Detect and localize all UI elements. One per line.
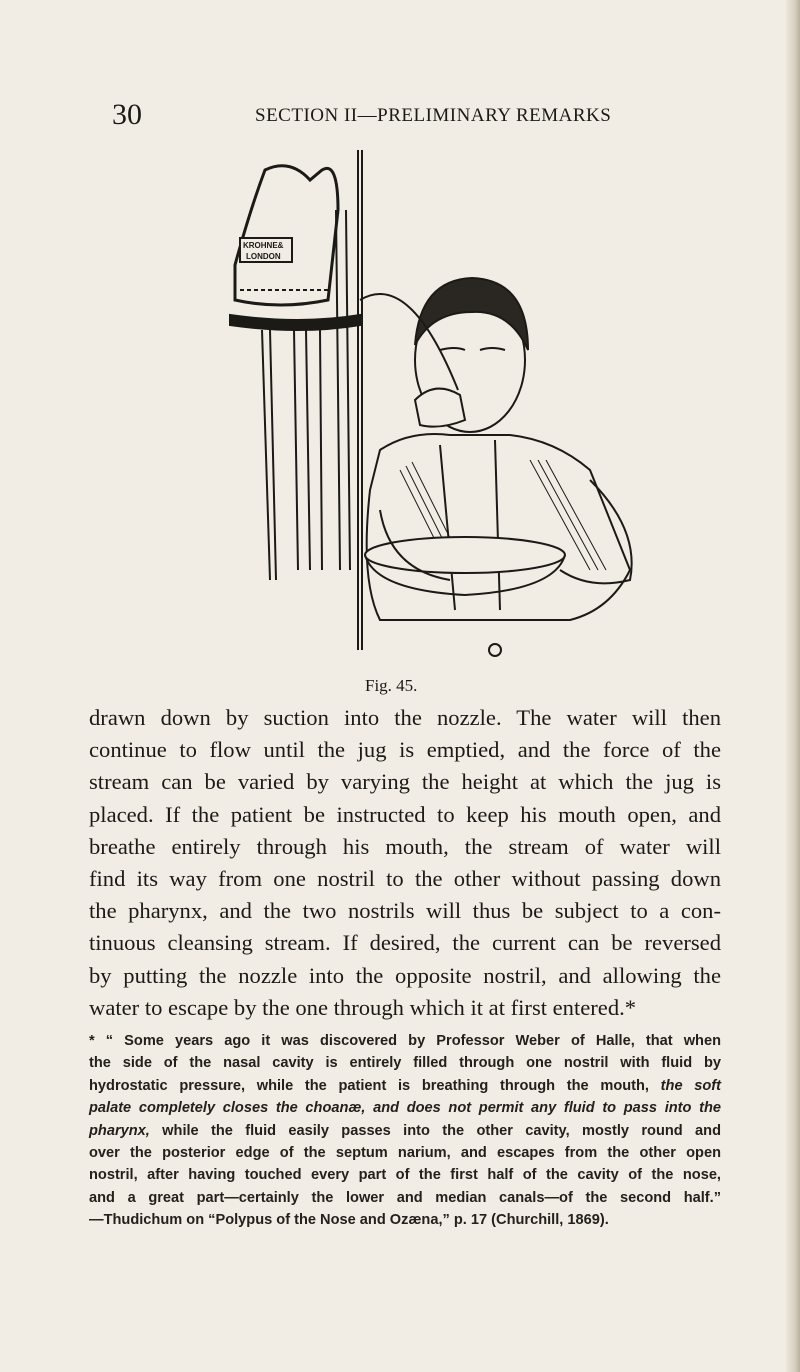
- footnote-line: and a great part—certainly the lower and median canals—of the second half.”: [89, 1189, 721, 1206]
- body-line: tinuous cleansing stream. If desired, the current can be reversed: [89, 930, 721, 956]
- body-line: breathe entirely through his mouth, the stream of water will: [89, 833, 721, 859]
- footnote-text: hydrostatic pressure, while the patient is breathing through the mouth,: [89, 1077, 649, 1094]
- footnote-italic: palate completely closes the choanæ, and does not permit any fluid to pass into the: [89, 1100, 721, 1117]
- figure-caption: Fig. 45.: [365, 676, 418, 695]
- body-line: water to escape by the one through which it at first entered.*: [89, 994, 637, 1020]
- body-line: find its way from one nostril to the other without passing down: [89, 866, 721, 892]
- footnote-line: —Thudichum on “Polypus of the Nose and Ozæna,” p. 17 (Churchill, 1869).: [89, 1212, 609, 1229]
- page-edge: [786, 0, 800, 1372]
- body-line: the pharynx, and the two nostrils will thus be subject to a con-: [89, 898, 721, 924]
- body-paragraph: [89, 702, 721, 1024]
- footnote-line: nostril, after having touched every part of the first half of the cavity of the nose,: [89, 1167, 721, 1184]
- figure-illustration: [210, 150, 680, 670]
- footnote-line-with-italic: [89, 1075, 721, 1097]
- footnote-italic: pharynx,: [89, 1122, 150, 1139]
- running-head: SECTION II—PRELIMINARY REMARKS: [255, 105, 612, 126]
- footnote-line: * “ Some years ago it was discovered by Professor Weber of Halle, that when: [89, 1033, 721, 1049]
- jug-label-line2: LONDON: [246, 252, 281, 261]
- body-line: placed. If the patient be instructed to keep his mouth open, and: [89, 801, 721, 827]
- body-line: drawn down by suction into the nozzle. The water will then: [89, 705, 721, 730]
- body-line: by putting the nozzle into the opposite nostril, and allowing the: [89, 962, 721, 988]
- footnote-line-with-italic: [89, 1120, 721, 1142]
- footnote-line: the side of the nasal cavity is entirely filled through one nostril with fluid by: [89, 1055, 721, 1072]
- footnote-line: [89, 1097, 721, 1119]
- body-line: continue to flow until the jug is emptied, and the force of the: [89, 737, 721, 763]
- page-header: [112, 98, 652, 132]
- footnote-line: over the posterior edge of the septum narium, and escapes from the other open: [89, 1145, 721, 1162]
- page-number: 30: [112, 98, 142, 131]
- footnote: [89, 1030, 721, 1232]
- jug-label-line1: KROHNE&: [243, 241, 284, 250]
- footnote-text: while the fluid easily passes into the other cavity, mostly round and: [162, 1122, 721, 1139]
- body-line: stream can be varied by varying the height at which the jug is: [89, 769, 721, 795]
- footnote-italic: the soft: [660, 1077, 721, 1094]
- nasal-douche-illustration: [210, 150, 680, 670]
